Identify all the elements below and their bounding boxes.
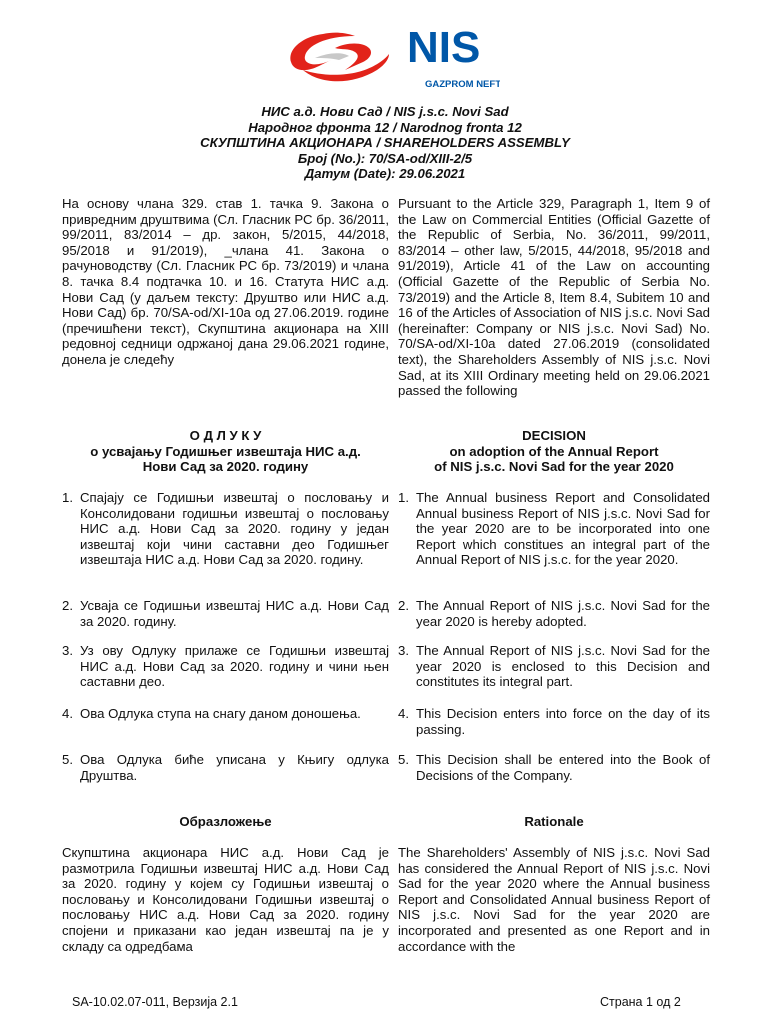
item-text: The Annual business Report and Consolidated Annual business Report of NIS j.s.c. Novi Sad for the year 2020 are to be incorporated into one Report which constitues an integral part of the Annual Report of NIS j.s.c. for the year 2020. — [416, 490, 710, 568]
item-sr — [62, 598, 389, 629]
item-en — [398, 706, 710, 737]
decision-title-en-line: on adoption of the Annual Report — [449, 443, 659, 459]
item-number: 5. — [62, 752, 73, 767]
rationale-text-sr: Скупштина акционара НИС а.д. Нови Сад је размотрила Годишњи извештај НИС а.д. Нови Сад за 2020. годину у којем су Годишњи извештај о пословању и Консолидовани Годишњи извештај о пословању НИС а.д. Нови Сад за 2020. годину спојени и приказани као један извештај па је у складу са одредбама — [62, 845, 389, 954]
item-number: 2. — [398, 598, 409, 613]
intro-sr: На основу члана 329. став 1. тачка 9. Закона о привредним друштвима (Сл. Гласник РС бр. 36/2011, 99/2011, 83/2014 – др. закон, 5/2015, 44/2018, 95/2018 и 91/2019), _члана 41. Закона о рачуноводству (Сл. Гласник РС бр. 73/2019) и члана 8. тачка 8.4 подтачка 10. и 16. Статута НИС а.д. Нови Сад (у даљем тексту: Друштво или НИС а.д. Нови Сад) бр. 70/SA-od/XI-10a од 27.06.2019. године (пречишћени текст), Скупштина акционара на XIII редовној седници одржаној дана 29.06.2021 године, донела је следећу — [62, 196, 389, 367]
item-text: Ова Одлука ступа на снагу даном доношења. — [80, 706, 361, 721]
item-text: This Decision enters into force on the day of its passing. — [416, 706, 710, 737]
header-body: СКУПШТИНА АКЦИОНАРА / SHAREHOLDERS ASSEMBLY — [200, 135, 570, 151]
nis-logo-graphic — [285, 14, 500, 96]
nis-logo — [285, 14, 500, 96]
header-company: НИС а.д. Нови Сад / NIS j.s.c. Novi Sad — [261, 104, 509, 119]
decision-title-en-line: DECISION — [522, 428, 586, 443]
header-address: Народног фронта 12 / Narodnog fronta 12 — [248, 119, 522, 135]
document-header — [60, 104, 710, 182]
item-text: Спајају се Годишњи извештај о пословању и Консолидовани годишњи извештај о пословању НИС а.д. Нови Сад за 2020. годину у један извештај који чини саставни део Годишњег извештаја НИС а.д. Нови Сад за 2020. годину. — [80, 490, 389, 568]
item-sr — [62, 752, 389, 783]
decision-title-sr-line: Нови Сад за 2020. годину — [142, 459, 309, 475]
rationale-text-en: The Shareholders' Assembly of NIS j.s.c. Novi Sad has considered the Annual Report of NIS j.s.c. Novi Sad for the year 2020 where the Annual business Report and Consolidated Annual business Report of NIS j.s.c. Novi Sad for the year 2020 are incorporated and presented as one Report and in accordance with the — [398, 845, 710, 954]
decision-title-en-line: of NIS j.s.c. Novi Sad for the year 2020 — [434, 459, 674, 475]
logo-brand-text: NIS — [407, 23, 481, 72]
item-text: Уз ову Одлуку прилаже се Годишњи извештај НИС а.д. Нови Сад за 2020. годину и чини њен саставни део. — [80, 643, 389, 690]
item-en — [398, 752, 710, 783]
item-number: 5. — [398, 752, 409, 767]
item-en — [398, 490, 710, 568]
rationale-title-en: Rationale — [524, 814, 584, 829]
decision-title-sr-line: о усвајању Годишњег извештаја НИС а.д. — [90, 443, 361, 459]
header-number: Број (No.): 70/SA-od/XIII-2/5 — [297, 150, 473, 166]
item-number: 4. — [398, 706, 409, 721]
item-text: The Annual Report of NIS j.s.c. Novi Sad for the year 2020 is enclosed to this Decision and constitutes its integral part. — [416, 643, 710, 690]
footer-doc-code: SA-10.02.07-011, Верзија 2.1 — [72, 995, 238, 1009]
decision-title-en — [398, 428, 710, 475]
decision-title-sr — [62, 428, 389, 475]
item-sr — [62, 643, 389, 690]
item-text: Усваја се Годишњи извештај НИС а.д. Нови Сад за 2020. годину. — [80, 598, 389, 629]
item-sr — [62, 706, 389, 722]
item-number: 1. — [62, 490, 73, 505]
item-en — [398, 598, 710, 629]
item-sr — [62, 490, 389, 568]
header-date: Датум (Date): 29.06.2021 — [304, 166, 466, 182]
item-text: The Annual Report of NIS j.s.c. Novi Sad for the year 2020 is hereby adopted. — [416, 598, 710, 629]
item-number: 3. — [62, 643, 73, 658]
item-number: 4. — [62, 706, 73, 721]
item-text: Ова Одлука биће уписана у Књигу одлука Друштва. — [80, 752, 389, 783]
item-text: This Decision shall be entered into the Book of Decisions of the Company. — [416, 752, 710, 783]
item-number: 3. — [398, 643, 409, 658]
intro-en: Pursuant to the Article 329, Paragraph 1, Item 9 of the Law on Commercial Entities (Official Gazette of the Republic of Serbia, No. 36/2011, 99/2011, 83/2014 – other law, 5/2015, 44/2018, 95/2018 and 91/2019), Article 41 of the Law on accounting (Official Gazette of the Republic of Serbia No. 73/2019) and the Article 8, Item 8.4, Subitem 10 and 16 of the Articles of Association of NIS j.s.c. Novi Sad (hereinafter: Company or NIS j.s.c. Novi Sad) No. 70/SA-od/XI-10a dated 27.06.2019 (consolidated text), the Shareholders Assembly of NIS j.s.c. Novi Sad, at its XIII Ordinary meeting held on 29.06.2021 passed the following — [398, 196, 710, 399]
item-number: 2. — [62, 598, 73, 613]
item-number: 1. — [398, 490, 409, 505]
item-en — [398, 643, 710, 690]
logo-sub-text: GAZPROM NEFT — [425, 79, 500, 90]
footer-page-number: Страна 1 од 2 — [600, 995, 681, 1009]
decision-title-sr-line: О Д Л У К У — [189, 428, 262, 443]
rationale-title-sr: Образложење — [179, 814, 272, 829]
